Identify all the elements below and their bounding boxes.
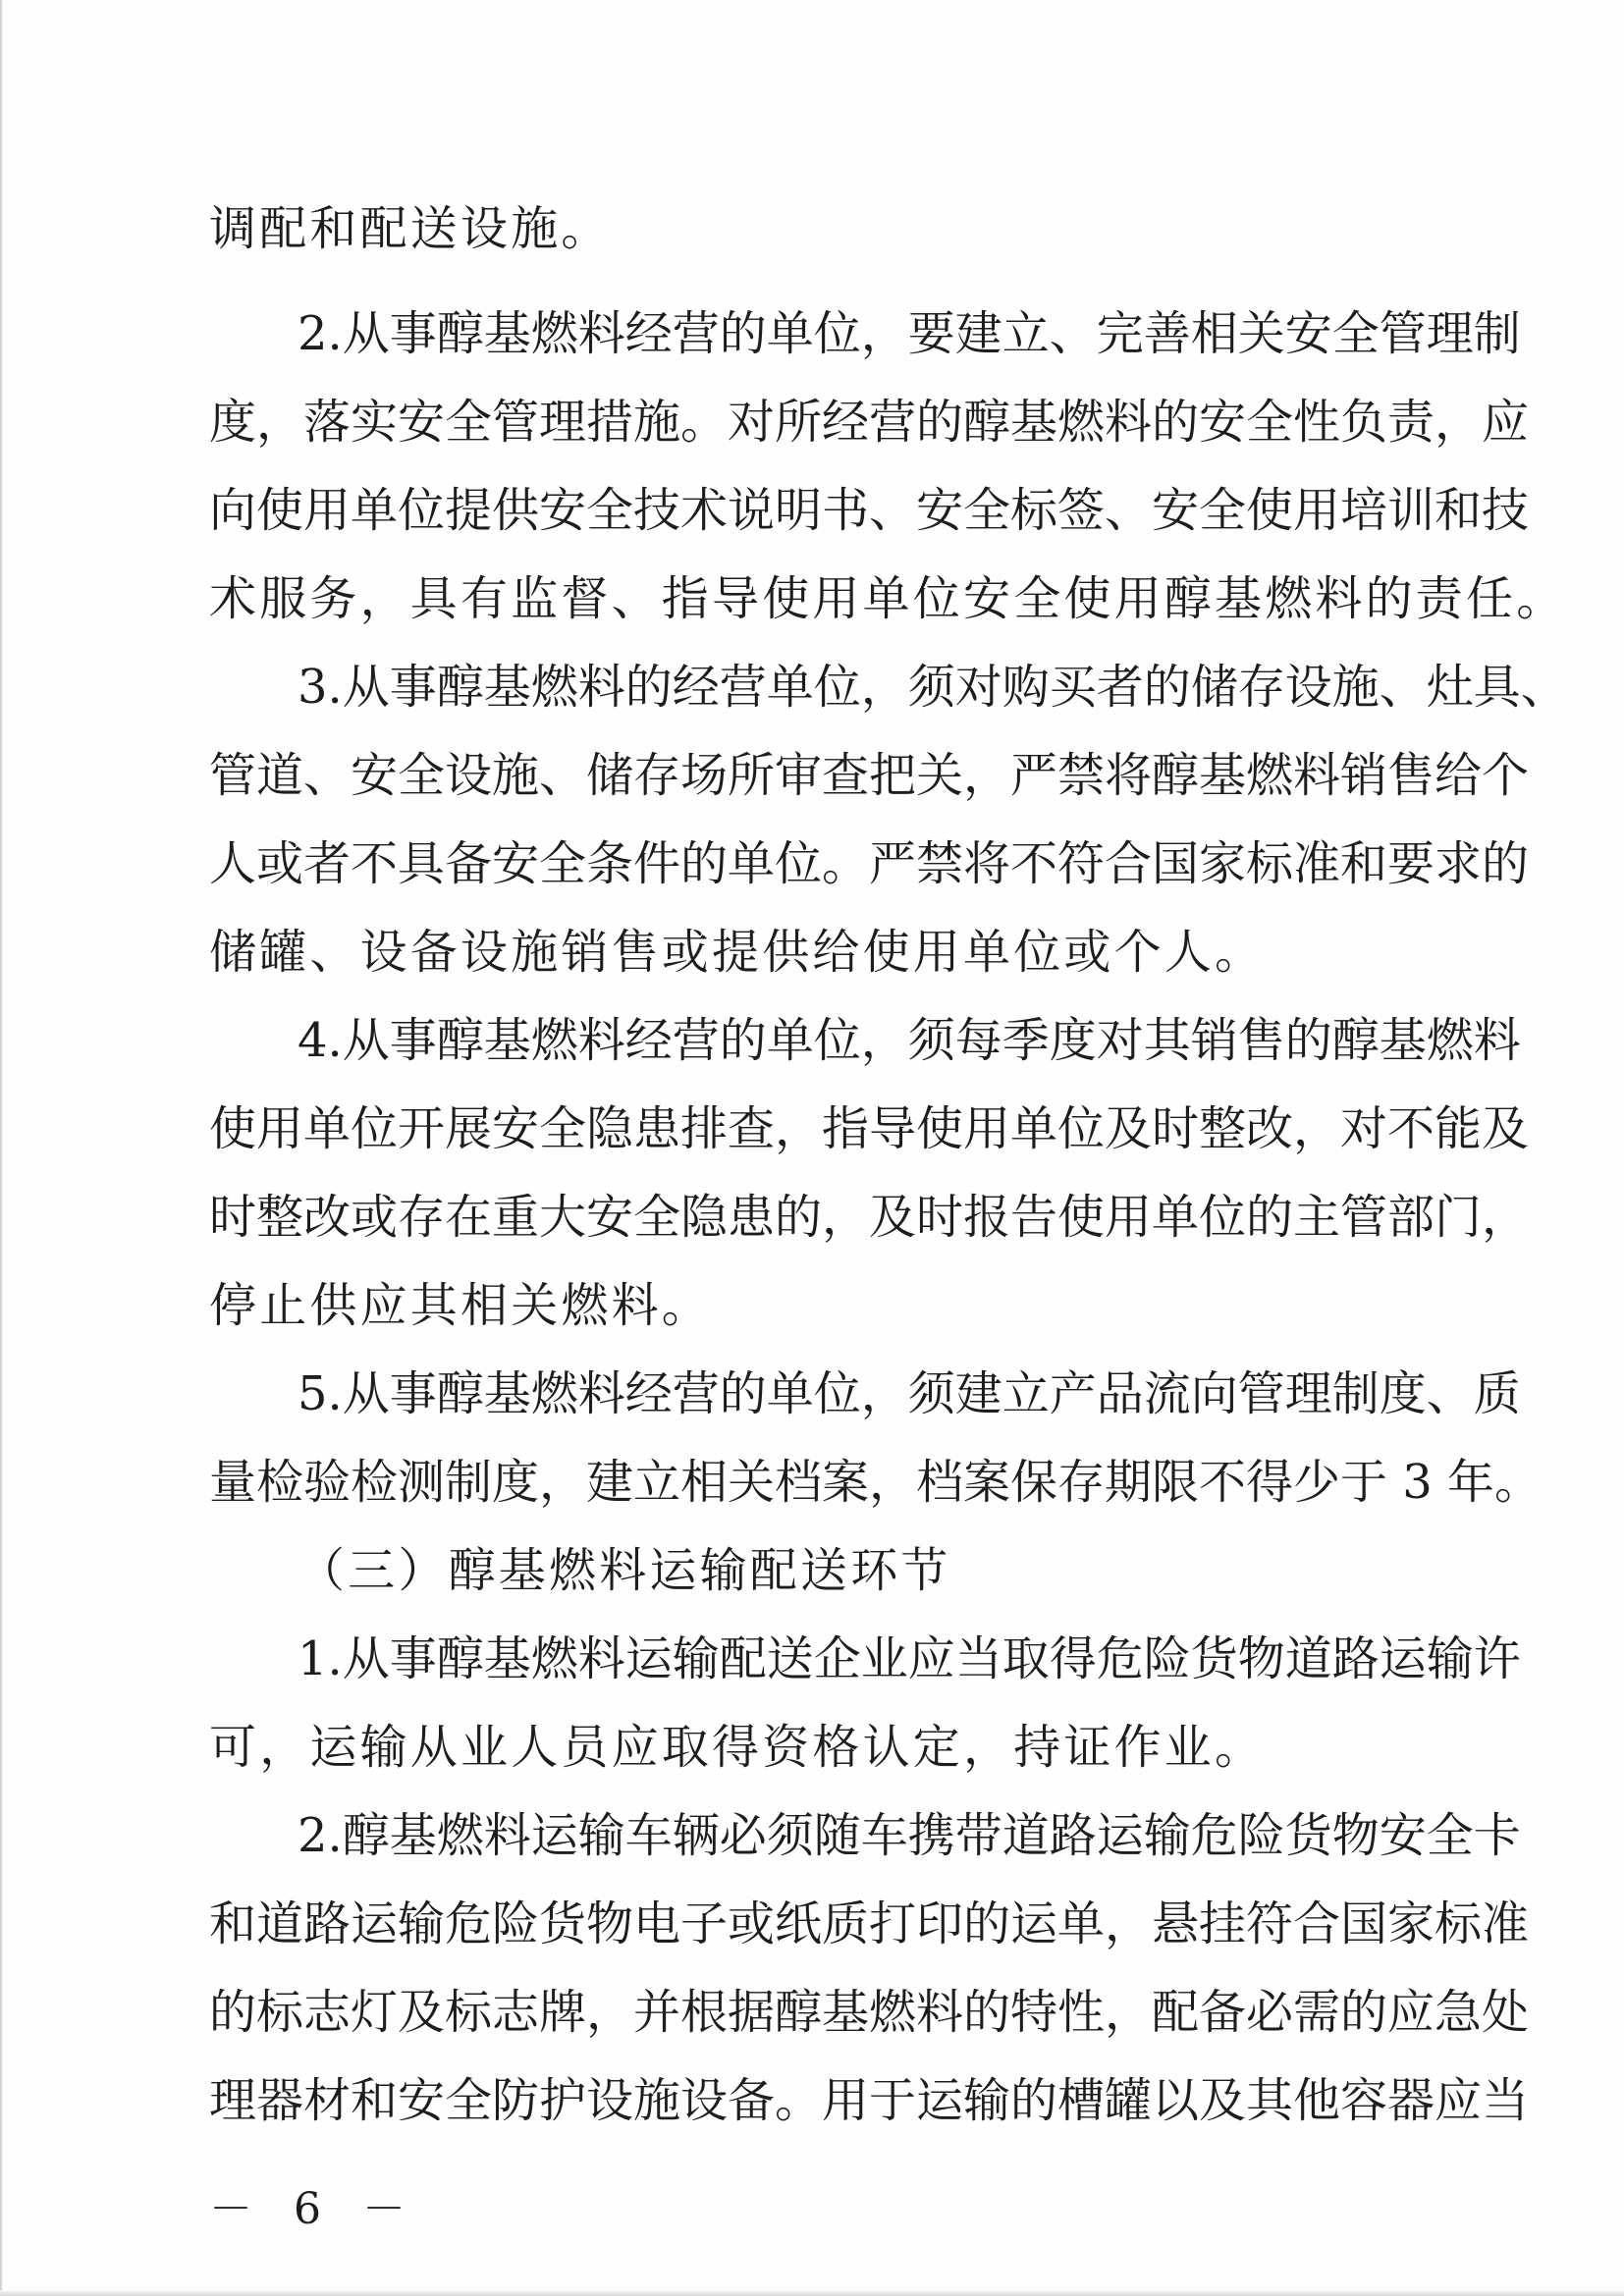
text-line: 人或者不具备安全条件的单位。严禁将不符合国家标准和要求的 [209, 836, 1530, 891]
paragraph-start-line: 2.从事醇基燃料经营的单位，要建立、完善相关安全管理制 [298, 306, 1521, 361]
section-heading: （三）醇基燃料运输配送环节 [298, 1543, 951, 1598]
text-line: 度，落实安全管理措施。对所经营的醇基燃料的安全性负责，应 [209, 395, 1530, 450]
scan-edge-bottom [0, 2290, 1624, 2296]
text-line: 术服务，具有监督、指导使用单位安全使用醇基燃料的责任。 [209, 571, 1567, 626]
text-line: 可，运输从业人员应取得资格认定，持证作业。 [209, 1720, 1266, 1775]
text-line: 向使用单位提供安全技术说明书、安全标签、安全使用培训和技 [209, 483, 1530, 538]
text-line: 使用单位开展安全隐患排查，指导使用单位及时整改，对不能及 [209, 1101, 1530, 1156]
paragraph-start-line: 5.从事醇基燃料经营的单位，须建立产品流向管理制度、质 [298, 1366, 1521, 1421]
text-line: 理器材和安全防护设施设备。用于运输的槽罐以及其他容器应当 [209, 2073, 1530, 2128]
text-line: 时整改或存在重大安全隐患的，及时报告使用单位的主管部门， [209, 1190, 1530, 1245]
text-line: 的标志灯及标志牌，并根据醇基燃料的特性，配备必需的应急处 [209, 1985, 1530, 2040]
text-line: 管道、安全设施、储存场所审查把关，严禁将醇基燃料销售给个 [209, 748, 1530, 803]
paragraph-start-line: 2.醇基燃料运输车辆必须随车携带道路运输危险货物安全卡 [298, 1808, 1521, 1863]
text-line: 停止供应其相关燃料。 [209, 1278, 713, 1333]
text-line: 和道路运输危险货物电子或纸质打印的运单，悬挂符合国家标准 [209, 1896, 1530, 1951]
paragraph-start-line: 1.从事醇基燃料运输配送企业应当取得危险货物道路运输许 [298, 1631, 1521, 1686]
page-number: － 6 － [209, 2184, 419, 2234]
paragraph-start-line: 4.从事醇基燃料经营的单位，须每季度对其销售的醇基燃料 [298, 1013, 1521, 1068]
paragraph-start-line: 3.从事醇基燃料的经营单位，须对购买者的储存设施、灶具、 [298, 660, 1568, 715]
scan-edge-left [0, 0, 3, 2296]
text-line: 储罐、设备设施销售或提供给使用单位或个人。 [209, 925, 1266, 980]
text-line: 调配和配送设施。 [209, 201, 612, 256]
text-line: 量检验检测制度，建立相关档案，档案保存期限不得少于 3 年。 [209, 1455, 1543, 1510]
